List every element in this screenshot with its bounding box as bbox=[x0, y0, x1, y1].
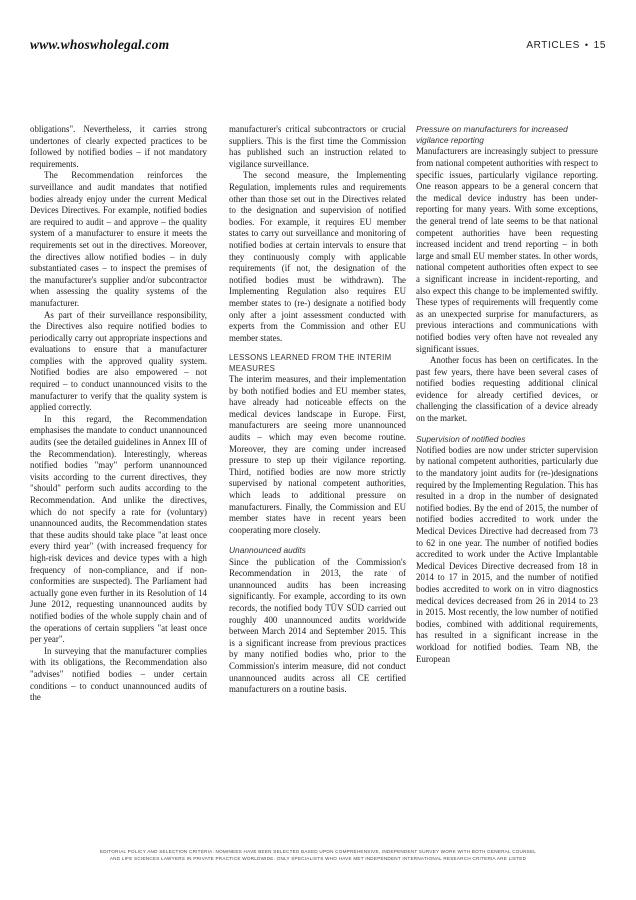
site-url: www.whoswholegal.com bbox=[30, 37, 170, 52]
editorial-policy-footer bbox=[40, 848, 596, 862]
paragraph: Notified bodies are now under stricter supervision by national competent authorities, particularly due to the mandatory joint audits for (re-)designations required by the Implementing Regulation. This has resulted in a drop in the number of designated notified bodies. By the end of 2015, the number of notified bodies accredited to work under the Medical Devices Directive had decreased from 73 to 62 in one year. The number of notified bodies accredited to work under the Active Implantable Medical Devices Directive decreased from 18 in 2014 to 17 in 2015, and the number of notified bodies accredited to work on in vitro diagnostics medical devices decreased from 26 in 2014 to 23 in 2015. Most recently, the low number of notified bodies, combined with additional requirements, has resulted in a significant increase in the workload for notified bodies. Team NB, the European bbox=[416, 444, 598, 664]
paragraph: Another focus has been on certificates. In the past few years, there have been several cases of notified bodies requesting additional clinical evidence for already certified devices, or challenging the classification of a device already on the market. bbox=[416, 355, 598, 424]
section-heading: LESSONS LEARNED FROM THE INTERIM MEASURES bbox=[229, 353, 392, 373]
subsection-heading: Unannounced audits bbox=[229, 545, 306, 556]
section-label: ARTICLES bbox=[526, 40, 580, 51]
footer-line: AND LIFE SCIENCES LAWYERS IN PRIVATE PRACTICE WORLDWIDE. ONLY SPECIALISTS WHO HAVE MET INDEPENDENT INTERNATIONAL RESEARCH CRITERIA ARE LISTED bbox=[109, 856, 527, 862]
header-separator: • bbox=[584, 40, 589, 50]
subsection-heading: Supervision of notified bodies bbox=[416, 433, 526, 444]
paragraph: Manufacturers are increasingly subject to pressure from national competent authorities with respect to specific issues, particularly vigilance reporting. One reason appears to be a general concern that the medical device industry has been under-reporting for many years. With some exceptions, the general trend of late seems to be that national competent authorities have been requesting increased incident and trend reporting – in both large and small EU member states. In other words, national competent authorities often expect to see a significant increase in incident-reporting, and also expect this change to be implemented swiftly. These types of requirements will frequently come as an unexpected surprise for manufacturers, as previous interactions and communications with notified bodies very often have not revealed any significant issues. bbox=[416, 146, 598, 354]
running-header bbox=[526, 40, 606, 51]
page-number: 15 bbox=[593, 40, 606, 51]
paragraph: The second measure, the Implementing Regulation, implements rules and requirements other than those set out in the Directives related to the designation and supervision of notified bodies. For example, it requires EU member states to carry out surveillance and monitoring of notified bodies at certain intervals to ensure that they continuously comply with applicable requirements (if not, the designation of the notified bodies must be withdrawn). The Implementing Regulation also requires EU member states to (re-) designate a notified body only after a joint assessment conducted with experts from the Commission and other EU member states. bbox=[229, 170, 406, 343]
paragraph: Since the publication of the Commission's Recommendation in 2013, the rate of unannounced audits has been increasing significantly. For example, according to its own records, the notified body TÜV SÜD carried out roughly 400 unannounced audits worldwide between March 2014 and September 2015. This is a significant increase from previous practices by many notified bodies who, prior to the Commission's interim measure, did not conduct unannounced audits across all CE certified manufacturers on a routine basis. bbox=[229, 556, 406, 695]
footer-line: EDITORIAL POLICY AND SELECTION CRITERIA: NOMINEES HAVE BEEN SELECTED BASED UPON COMPREHENSIVE, INDEPENDENT SURVEY WORK WITH BOTH GENERAL COUNSEL bbox=[99, 849, 537, 854]
paragraph: manufacturer's critical subcontractors or crucial suppliers. This is the first time the Commission has published such an instruction related to vigilance surveillance. bbox=[229, 124, 406, 169]
paragraph: The Recommendation reinforces the surveillance and audit mandates that notified bodies already enjoy under the current Medical Devices Directives. For example, notified bodies are required to audit – and approve – the quality system of a manufacturer to ensure it meets the requirements set out in the directives. Moreover, the directives allow notified bodies – in duly substantiated cases – to inspect the premises of the manufacturer's supplier and/or subcontractor when assessing the quality systems of the manufacturer. bbox=[30, 170, 207, 308]
paragraph: In surveying that the manufacturer complies with its obligations, the Recommendation also "advises" notified bodies – under certain conditions – to conduct unannounced audits of the bbox=[30, 645, 207, 703]
subsection-heading: Pressure on manufacturers for increased vigilance reporting bbox=[416, 124, 568, 146]
text-column-3 bbox=[416, 124, 598, 665]
paragraph: obligations". Nevertheless, it carries strong undertones of clearly expected practices to be followed by notified bodies – if not mandatory requirements. bbox=[30, 124, 207, 169]
text-column-2 bbox=[229, 124, 406, 696]
paragraph: The interim measures, and their implementation by both notified bodies and EU member states, have already had noticeable effects on the medical devices landscape in Europe. First, manufacturers are seeing more unannounced audits – which may even become routine. Moreover, they are coming under increased pressure to step up their vigilance reporting. Third, notified bodies are now more strictly supervised by national competent authorities, which leads to additional pressure on manufacturers. Finally, the Commission and EU member states have in recent years been cooperating more closely. bbox=[229, 374, 406, 535]
paragraph: As part of their surveillance responsibility, the Directives also require notified bodies to periodically carry out appropriate inspections and evaluations to ensure that a manufacturer complies with the approved quality system. Notified bodies are also empowered – not required – to conduct unannounced visits to the manufacturer to verify that the quality system is applied correctly. bbox=[30, 309, 207, 413]
text-column-1 bbox=[30, 124, 207, 704]
paragraph: In this regard, the Recommendation emphasises the mandate to conduct unannounced audits (see the detailed guidelines in Annex III of the Recommendation). Interestingly, whereas notified bodies "may" perform unannounced visits according to the current directives, they "should" perform such audits according to the Recommendation. And unlike the directives, which do not specify a rate for (voluntary) unannounced audits, the Recommendation states that these audits should take place "at least once every third year" (with increased frequency for high-risk devices and device types with a high frequency of non-compliance, and if non-conformities are suspected). The Parliament had actually gone even further in its Resolution of 14 June 2012, requesting unannounced audits by notified bodies of the whole supply chain and of the operations of certain suppliers "at least once per year". bbox=[30, 413, 207, 645]
